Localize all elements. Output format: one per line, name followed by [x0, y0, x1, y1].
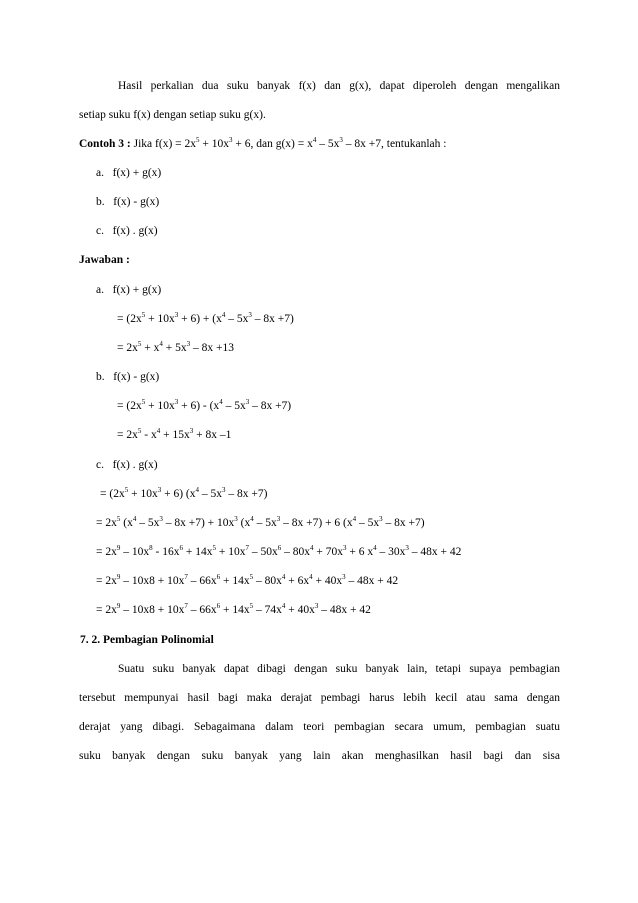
- exponent: 5: [137, 340, 142, 348]
- exponent: 5: [137, 427, 142, 435]
- exponent: 6: [216, 573, 221, 581]
- exponent: 5: [124, 486, 129, 494]
- exponent: 4: [156, 427, 161, 435]
- item-text: f(x) . g(x): [112, 225, 158, 237]
- exponent: 3: [339, 136, 343, 144]
- exponent: 3: [174, 311, 179, 319]
- answer-b-step-1: = $(2x^5 + 10x^3 + 6) - (x^4 - 5x^3 - 8x +7)$: [117, 398, 292, 412]
- answer-head-text: f(x) . g(x): [112, 459, 158, 471]
- item-marker: b.: [96, 196, 105, 208]
- exponent: 3: [248, 311, 252, 319]
- exponent: 3: [405, 544, 409, 552]
- exponent: 4: [312, 136, 317, 144]
- answer-marker: b.: [96, 371, 105, 383]
- exponent: 6: [216, 602, 221, 610]
- example-item-c: [96, 224, 158, 238]
- exponent: 4: [221, 311, 226, 319]
- answer-c-step-3: = $2x^9 - 10x^8 - 16x^6 + 14x^5 + 10x^7 - 50x^6 - 80x^4 + 70x^3 + 6$ $x^4 - 30x^3 - 48x + 42$: [96, 544, 462, 558]
- answer-a-step-2: = $2x^5 + x^4 + 5x^3 - 8x +13$: [117, 340, 234, 354]
- exponent: 3: [157, 486, 162, 494]
- item-text: f(x) - g(x): [113, 196, 160, 208]
- exponent: 9: [116, 602, 121, 610]
- answer-a-step-1: = $(2x^5 + 10x^3 + 6) + (x^4 - 5x^3 - 8x +7)$: [117, 311, 294, 325]
- answer-b-head: [96, 370, 159, 384]
- item-marker: a.: [96, 167, 104, 179]
- section-para-line-1: Suatu suku banyak dapat dibagi dengan suku banyak lain, tetapi supaya pembagian: [118, 663, 560, 675]
- exponent: 4: [159, 340, 163, 348]
- intro-line-1: Hasil perkalian dua suku banyak f(x) dan g(x), dapat diperoleh dengan mengalikan: [118, 80, 560, 92]
- exponent: 4: [281, 602, 286, 610]
- exponent: 3: [221, 486, 226, 494]
- exponent: 3: [342, 544, 347, 552]
- exponent: 6: [179, 544, 183, 552]
- exponent: 5: [116, 515, 121, 523]
- exponent: 3: [186, 340, 191, 348]
- answer-head-text: f(x) - g(x): [113, 371, 160, 383]
- exponent: 7: [184, 602, 188, 610]
- exponent: 5: [196, 136, 200, 144]
- exponent: 6: [277, 544, 282, 552]
- example-heading: [79, 137, 446, 151]
- item-text: f(x) + g(x): [112, 167, 162, 179]
- intro-line-2: setiap suku f(x) dengan setiap suku g(x).: [79, 109, 266, 121]
- exponent: 3: [342, 573, 346, 581]
- exponent: 5: [141, 398, 146, 406]
- answer-b-step-2: = $2x^5 - x^4 + 15x^3 + 8x$ –1: [117, 427, 232, 441]
- exponent: 8: [149, 544, 153, 552]
- answer-c-head: [96, 458, 158, 472]
- exponent: 4: [195, 486, 199, 494]
- exponent: 4: [281, 573, 286, 581]
- item-marker: c.: [96, 225, 104, 237]
- exponent: 9: [116, 544, 121, 552]
- exponent: 4: [309, 544, 314, 552]
- answer-label: Jawaban :: [79, 254, 130, 266]
- example-item-a: [96, 166, 161, 180]
- exponent: 3: [276, 515, 281, 523]
- example-label: Contoh 3 :: [79, 138, 131, 150]
- exponent: 4: [309, 573, 313, 581]
- example-text: Jika $f(x) = 2x^5 + 10x^3 + 6$, dan $g(x) = x^4 - 5x^3 - 8x +7$, tentukanlah :: [133, 136, 447, 150]
- answer-marker: c.: [96, 459, 104, 471]
- section-heading: 7. 2. Pembagian Polinomial: [80, 634, 214, 646]
- exponent: 3: [234, 515, 238, 523]
- exponent: 5: [141, 311, 146, 319]
- exponent: 4: [352, 515, 357, 523]
- exponent: 5: [212, 544, 216, 552]
- exponent: 3: [174, 398, 179, 406]
- answer-c-step-1: = $(2x^5 + 10x^3 + 6)$ $(x^4 - 5x^3 - 8x +7)$: [100, 486, 268, 500]
- exponent: 4: [373, 544, 377, 552]
- exponent: 3: [314, 602, 319, 610]
- answer-c-step-4: = $2x^9 - 10x8 + 10x^7 - 66x^6 + 14x^5 - 80x^4 + 6x^4 + 40x^3 - 48x + 42$: [96, 573, 399, 587]
- section-para-line-2: tersebut mempunyai hasil bagi maka derajat pembagi harus lebih kecil atau sama dengan: [79, 692, 560, 704]
- example-item-b: [96, 195, 159, 209]
- answer-a-head: [96, 283, 161, 297]
- answer-head-text: f(x) + g(x): [112, 284, 162, 296]
- exponent: 7: [184, 573, 188, 581]
- exponent: 4: [250, 515, 254, 523]
- exponent: 7: [245, 544, 249, 552]
- exponent: 3: [189, 427, 194, 435]
- exponent: 3: [229, 136, 233, 144]
- exponent: 4: [132, 515, 137, 523]
- exponent: 3: [159, 515, 163, 523]
- answer-marker: a.: [96, 284, 104, 296]
- exponent: 5: [249, 602, 254, 610]
- answer-c-step-5: = $2x^9 - 10x8 + 10x^7 - 66x^6 + 14x^5 - 74x^4 + 40x^3 - 48x + 42$: [96, 602, 371, 616]
- exponent: 5: [249, 573, 254, 581]
- section-para-line-4: suku banyak dengan suku banyak yang lain akan menghasilkan hasil bagi dan sisa: [79, 750, 560, 762]
- answer-c-step-2: = $2x^5$ $(x^4 - 5x^3 - 8x +7) + 10x^3$ $(x^4 - 5x^3 - 8x +7) + 6$ $(x^4 - 5x^3 - 8x +7)$: [96, 515, 425, 529]
- exponent: 3: [379, 515, 383, 523]
- section-para-line-3: derajat yang dibagi. Sebagaimana dalam teori pembagian secara umum, pembagian suatu: [79, 721, 560, 733]
- exponent: 3: [245, 398, 250, 406]
- exponent: 9: [116, 573, 121, 581]
- exponent: 4: [219, 398, 223, 406]
